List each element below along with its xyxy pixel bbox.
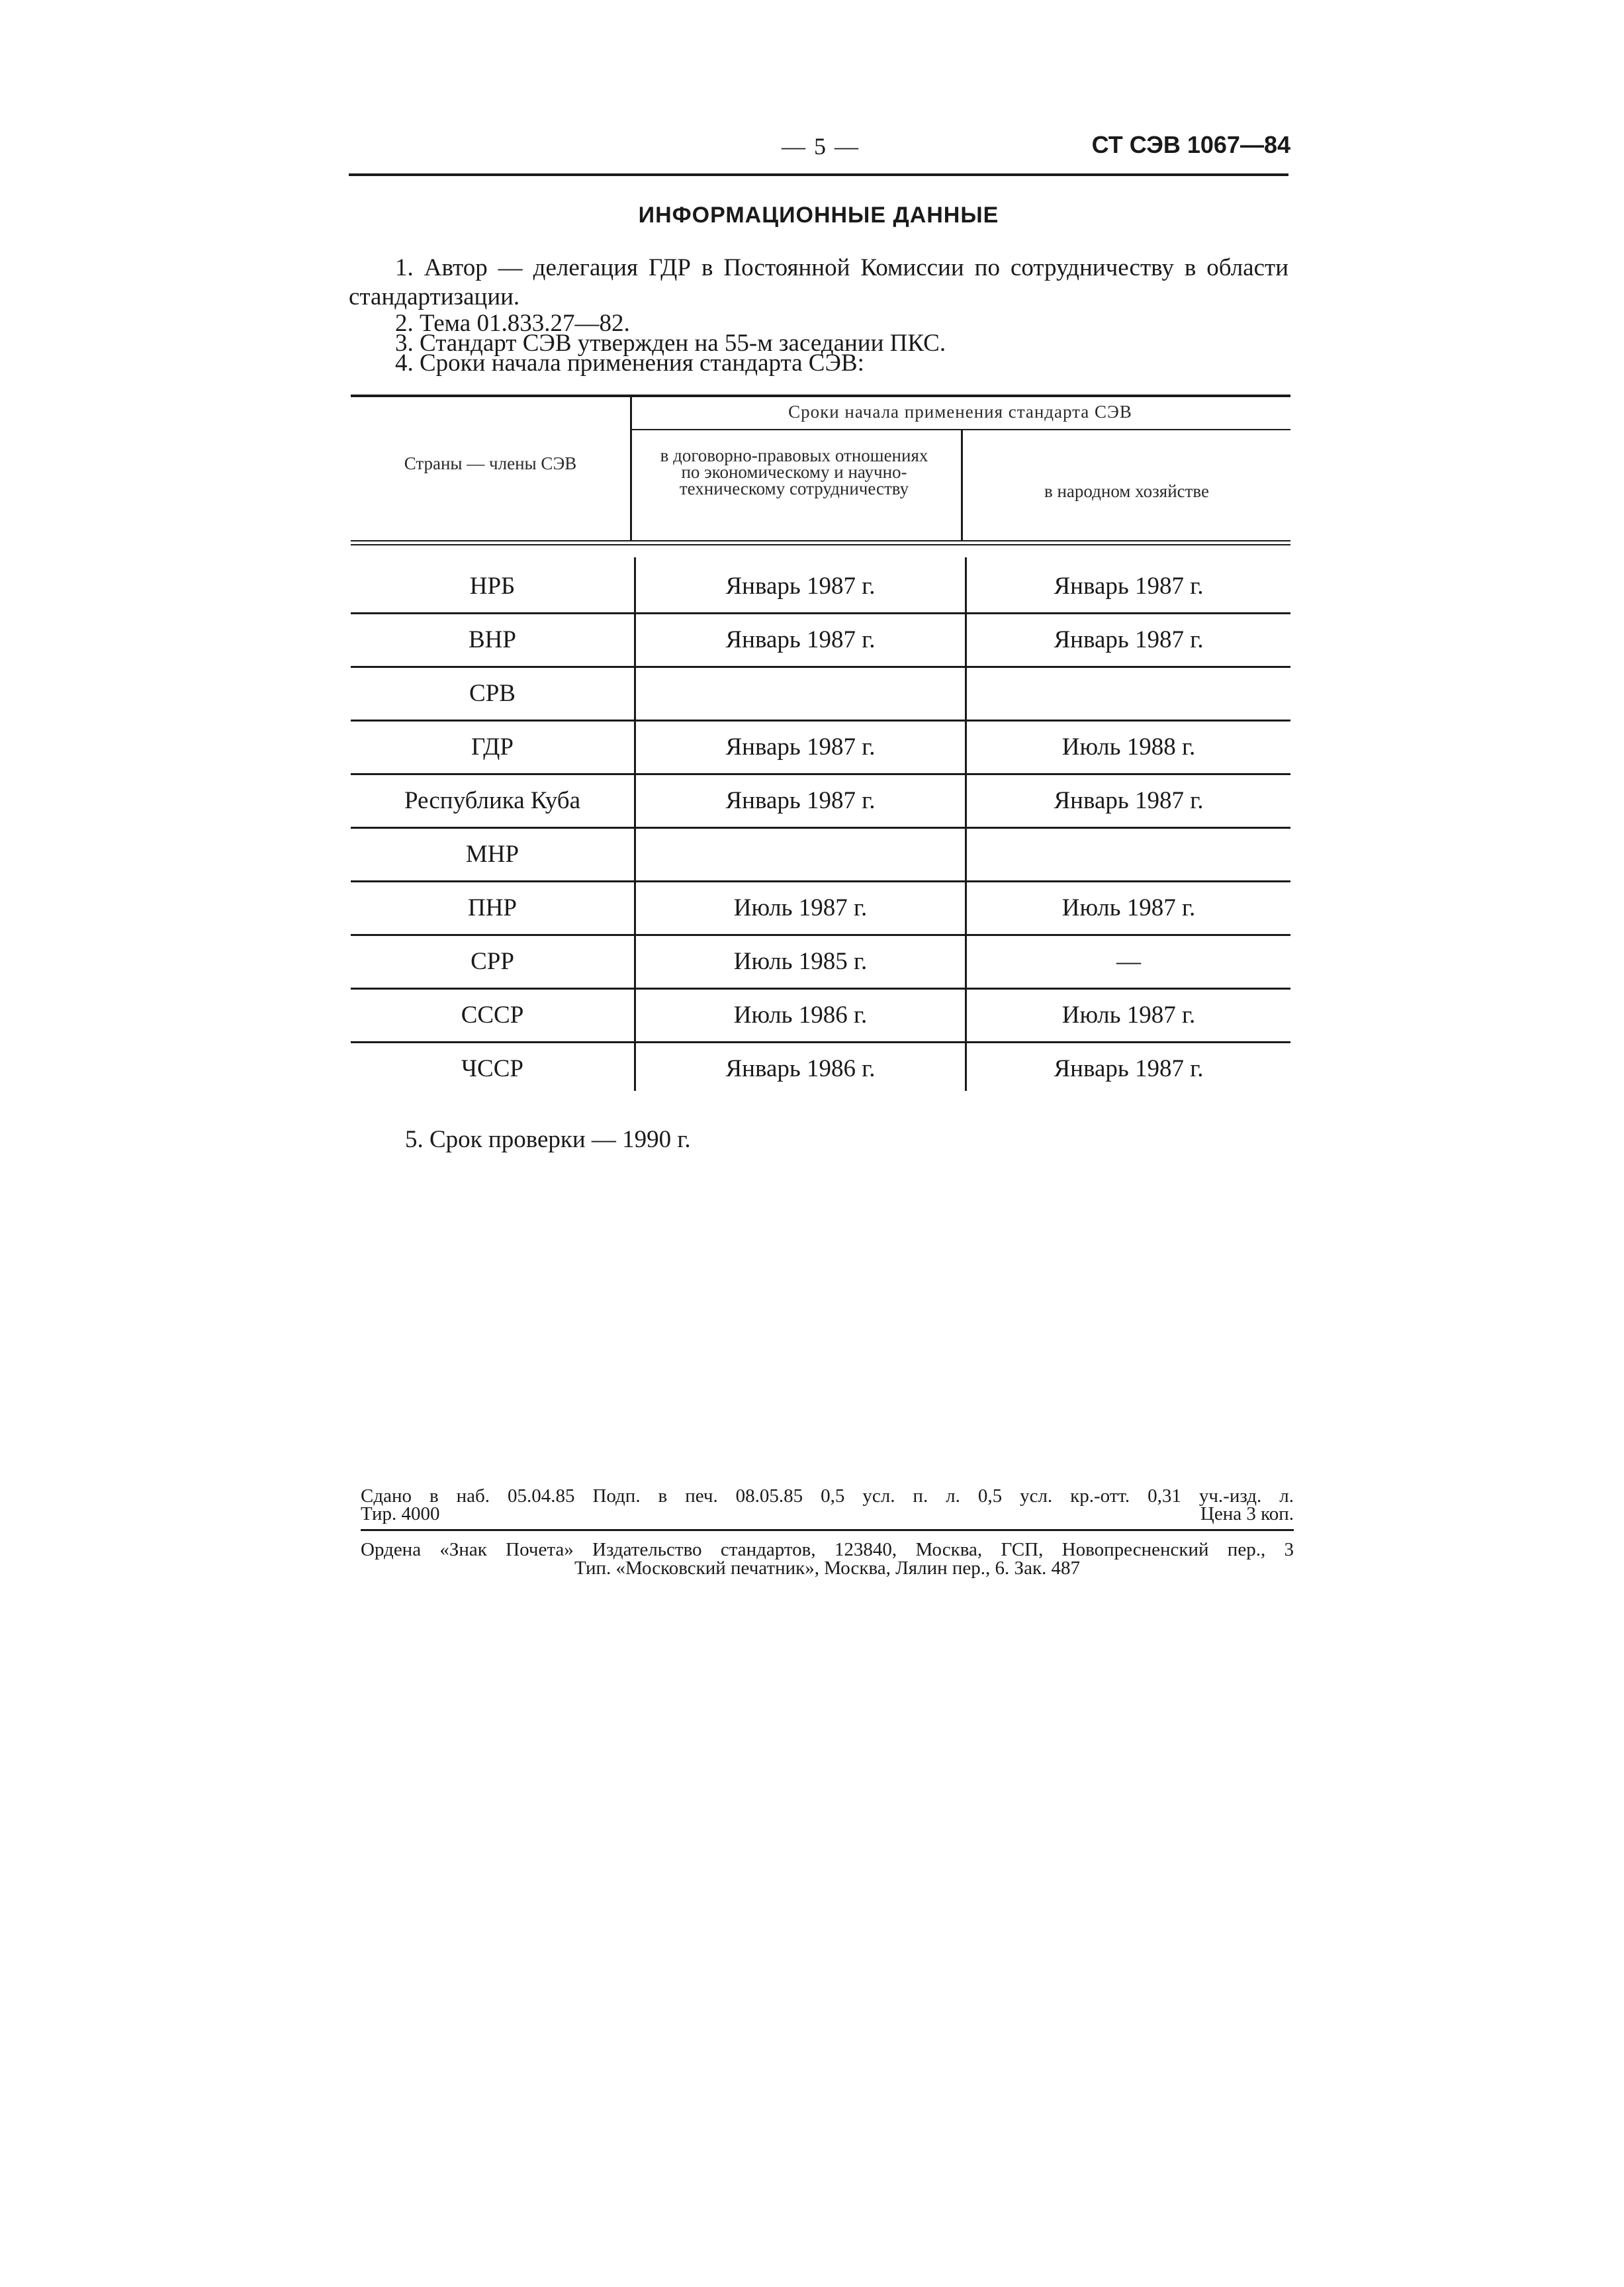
header-bottom-rule-2	[351, 544, 1290, 545]
row-rule	[351, 612, 1290, 614]
page-number: — 5 —	[782, 133, 860, 160]
cell-contract-date: Январь 1987 г.	[725, 573, 876, 600]
item-topic: 2. Тема 01.833.27—82.	[395, 310, 630, 337]
imprint-line-1: Сдано в наб. 05.04.85 Подп. в печ. 08.05.85 0,5 усл. п. л. 0,5 усл. кр.-отт. 0,31 уч.-изд. л.	[361, 1485, 1294, 1507]
cell-contract-date: Июль 1985 г.	[733, 948, 868, 975]
row-rule	[351, 880, 1290, 882]
cell-economy-date: Январь 1987 г.	[1054, 626, 1204, 653]
header-bottom-rule-1	[351, 540, 1290, 541]
cell-contract-date: Июль 1987 г.	[733, 894, 868, 921]
cell-economy-date: Январь 1987 г.	[1054, 1055, 1204, 1082]
cell-economy-date: Январь 1987 г.	[1054, 787, 1204, 814]
item-author: 1. Автор — делегация ГДР в Постоянной Комиссии по сотрудничеству в области стандартизации.	[349, 254, 1288, 310]
application-dates-table	[351, 395, 1290, 1096]
cell-contract-date: Январь 1987 г.	[725, 626, 876, 653]
imprint-printer: Тип. «Московский печатник», Москва, Лялин пер., 6. Зак. 487	[574, 1558, 1081, 1579]
cell-economy-date: —	[1116, 948, 1141, 975]
cell-contract-date: Январь 1987 г.	[725, 787, 876, 814]
item-review-date: 5. Срок проверки — 1990 г.	[405, 1126, 691, 1153]
cell-economy-date: Июль 1987 г.	[1061, 894, 1196, 921]
imprint-price: Цена 3 коп.	[1200, 1503, 1294, 1524]
cell-economy-date: Январь 1987 г.	[1054, 573, 1204, 600]
row-rule	[351, 1041, 1290, 1043]
imprint-rule	[361, 1529, 1294, 1531]
cell-country: ПНР	[467, 894, 518, 921]
cell-country: ГДР	[471, 733, 514, 761]
item-dates-intro: 4. Сроки начала применения стандарта СЭВ:	[395, 350, 864, 377]
row-rule	[351, 988, 1290, 990]
group-header: Сроки начала применения стандарта СЭВ	[788, 402, 1132, 422]
col-contract-header: в договорно-правовых отношениях по экономическому и научно-техническому сотрудничеству	[660, 445, 928, 498]
cell-contract-date: Январь 1987 г.	[725, 733, 876, 761]
cell-country: Республика Куба	[404, 787, 581, 814]
cell-country: СРР	[471, 948, 514, 975]
table-top-rule	[351, 395, 1290, 397]
row-rule	[351, 666, 1290, 668]
group-header-rule	[630, 429, 1290, 430]
cell-contract-date: Июль 1986 г.	[733, 1002, 868, 1029]
section-heading: ИНФОРМАЦИОННЫЕ ДАННЫЕ	[638, 203, 999, 228]
document-code: СТ СЭВ 1067—84	[1091, 131, 1290, 158]
cell-country: МНР	[465, 841, 519, 868]
imprint-circulation: Тир. 4000	[361, 1503, 440, 1524]
cell-economy-date: Июль 1987 г.	[1061, 1002, 1196, 1029]
cell-country: ВНР	[469, 626, 516, 653]
cell-country: СРВ	[469, 680, 516, 707]
col-country-header: Страны — члены СЭВ	[404, 453, 577, 473]
header-rule	[349, 173, 1288, 176]
col-economy-header: в народном хозяйстве	[1044, 481, 1210, 501]
row-rule	[351, 773, 1290, 775]
row-rule	[351, 827, 1290, 829]
row-rule	[351, 720, 1290, 722]
cell-contract-date: Январь 1986 г.	[725, 1055, 876, 1082]
cell-economy-date: Июль 1988 г.	[1061, 733, 1196, 761]
item-approval: 3. Стандарт СЭВ утвержден на 55-м заседании ПКС.	[395, 330, 946, 357]
cell-country: СССР	[461, 1002, 524, 1029]
imprint-publisher: Ордена «Знак Почета» Издательство стандартов, 123840, Москва, ГСП, Новопресненский пер., 3	[361, 1539, 1294, 1560]
cell-country: НРБ	[469, 573, 516, 600]
row-rule	[351, 934, 1290, 936]
cell-country: ЧССР	[461, 1055, 523, 1082]
